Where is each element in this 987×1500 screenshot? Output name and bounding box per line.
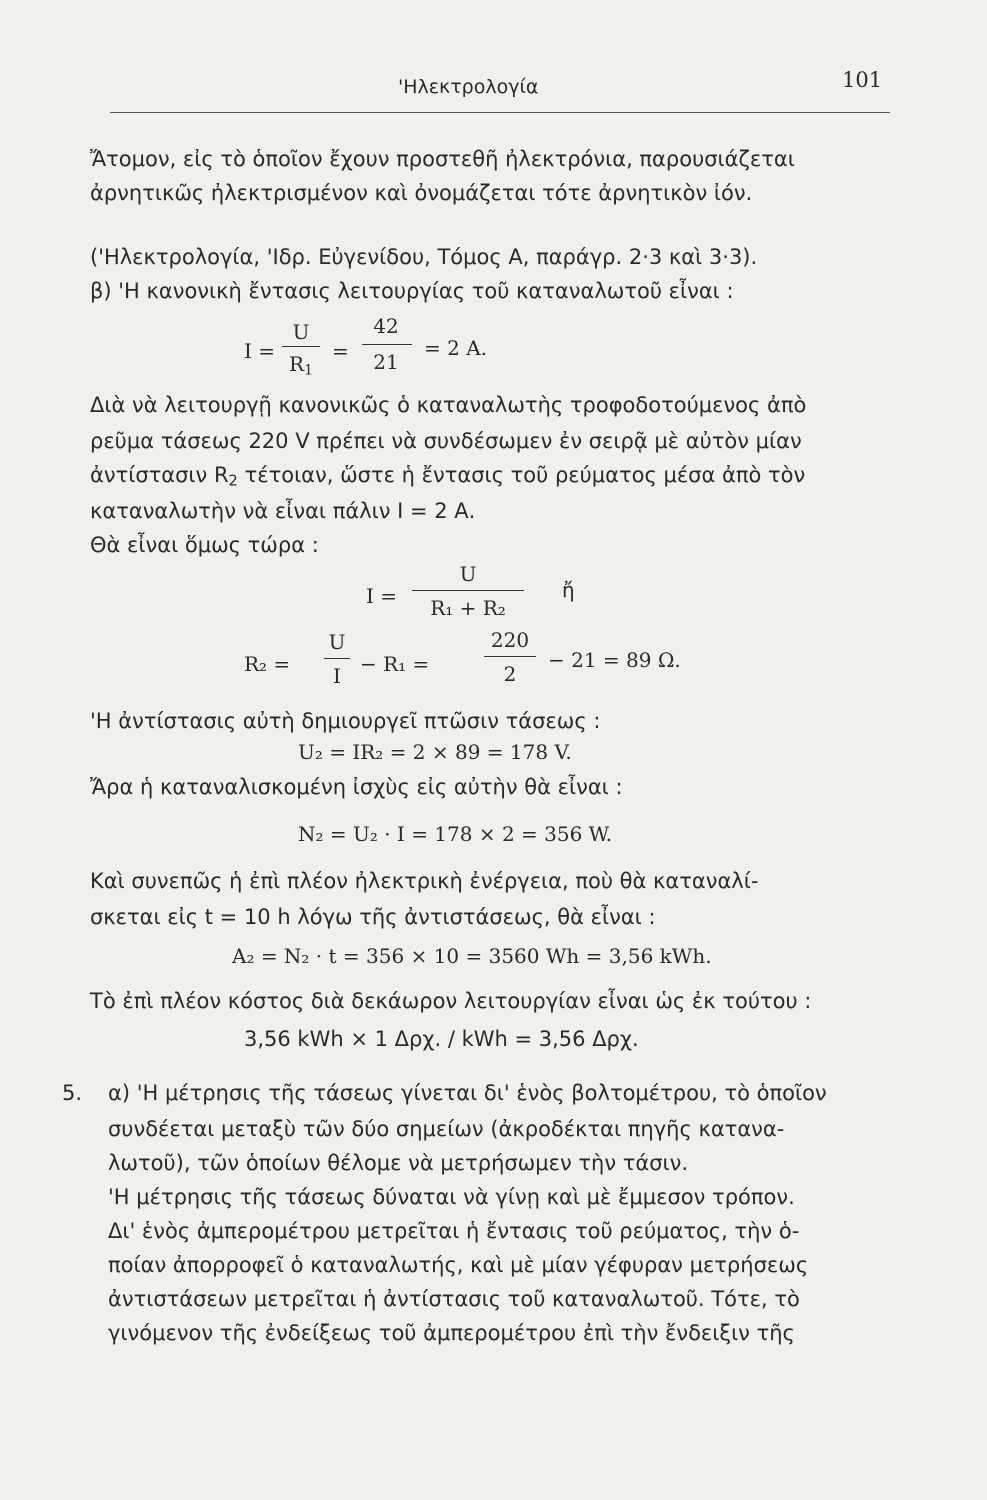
eq1-bar2 xyxy=(362,344,412,345)
eq1-lhs: I = xyxy=(244,339,276,363)
eq2-or: ἤ xyxy=(562,578,575,602)
eq3-num1: U xyxy=(328,630,346,654)
text-line-1: Ἄτομον, εἰς τὸ ὁποῖον ἔχουν προστεθῆ ἠλεκτρόνια, παρουσιάζεται xyxy=(90,147,795,171)
eq1-den1: $R_1$ xyxy=(289,352,313,379)
running-header: 'Ηλεκτρολογία xyxy=(398,76,539,98)
eq3-num2: 220 xyxy=(490,628,530,652)
text-line-13: σκεται εἰς t = 10 h λόγω τῆς ἀντιστάσεως, θὰ εἶναι : xyxy=(90,905,656,929)
page-number: 101 xyxy=(842,68,883,92)
text-line-20: Δι' ἑνὸς ἀμπερομέτρου μετρεῖται ἡ ἔντασις τοῦ ρεύματος, τὴν ὁ- xyxy=(108,1219,800,1243)
eq3-lhs: R₂ = xyxy=(244,652,291,676)
eq1-rhs: = 2 A. xyxy=(424,336,487,360)
item-number-5: 5. xyxy=(62,1081,83,1105)
text-line-18: λωτοῦ), τῶν ὁποίων θέλομε νὰ μετρήσωμεν τὴν τάσιν. xyxy=(108,1151,689,1175)
text-line-6: ρεῦμα τάσεως 220 V πρέπει νὰ συνδέσωμεν ἐν σειρᾷ μὲ αὐτὸν μίαν xyxy=(90,429,802,453)
eq1-eq: = xyxy=(332,339,349,363)
eq3-den1: I xyxy=(333,664,341,688)
text-line-9: Θὰ εἶναι ὅμως τώρα : xyxy=(90,533,319,557)
text-line-10: 'Η ἀντίστασις αὐτὴ δημιουργεῖ πτῶσιν τάσεως : xyxy=(90,709,601,733)
text-line-4: β) 'Η κανονικὴ ἔντασις λειτουργίας τοῦ καταναλωτοῦ εἶναι : xyxy=(90,279,734,303)
eq3-den2: 2 xyxy=(503,662,517,686)
text-line-3: ('Ηλεκτρολογία, 'Ιδρ. Εὐγενίδου, Τόμος Α, παράγρ. 2·3 καὶ 3·3). xyxy=(90,245,758,269)
header-rule xyxy=(110,112,890,113)
eq1-num1: U xyxy=(292,320,310,344)
eq2-num: U xyxy=(459,562,477,586)
eq3-mid: − R₁ = xyxy=(360,652,430,676)
text-line-16: α) 'Η μέτρησις τῆς τάσεως γίνεται δι' ἑνὸς βολτομέτρου, τὸ ὁποῖον xyxy=(108,1081,827,1105)
text-line-21: ποίαν ἀπορροφεῖ ὁ καταναλωτής, καὶ μὲ μίαν γέφυραν μετρήσεως xyxy=(108,1253,809,1277)
text-line-5: Διὰ νὰ λειτουργῇ κανονικῶς ὁ καταναλωτὴς τροφοδοτούμενος ἀπὸ xyxy=(90,393,807,417)
text-line-14: Τὸ ἐπὶ πλέον κόστος διὰ δεκάωρον λειτουργίαν εἶναι ὡς ἐκ τούτου : xyxy=(90,989,812,1013)
text-line-17: συνδέεται μεταξὺ τῶν δύο σημείων (ἀκροδέκται πηγῆς κατανα- xyxy=(108,1117,785,1141)
text-line-8: καταναλωτὴν νὰ εἶναι πάλιν Ι = 2 Α. xyxy=(90,499,476,523)
eq1-den2: 21 xyxy=(373,350,399,374)
eq3-bar2 xyxy=(484,656,536,657)
eq3-bar1 xyxy=(324,658,350,659)
eq2-bar xyxy=(412,590,524,591)
text-line-15: 3,56 kWh × 1 Δρχ. / kWh = 3,56 Δρχ. xyxy=(244,1027,639,1051)
text-line-23: γινόμενον τῆς ἐνδείξεως τοῦ ἀμπερομέτρου ἐπὶ τὴν ἔνδειξιν τῆς xyxy=(108,1321,795,1345)
text-line-19: 'Η μέτρησις τῆς τάσεως δύναται νὰ γίνῃ καὶ μὲ ἔμμεσον τρόπον. xyxy=(108,1185,795,1209)
eq1-bar1 xyxy=(282,346,320,347)
eq6: A₂ = N₂ · t = 356 × 10 = 3560 Wh = 3,56 kWh. xyxy=(232,944,712,968)
eq3-rhs: − 21 = 89 Ω. xyxy=(548,648,681,672)
text-line-12: Καὶ συνεπῶς ἡ ἐπὶ πλέον ἠλεκτρικὴ ἐνέργεια, ποὺ θὰ καταναλί- xyxy=(90,869,759,893)
text-line-11: Ἄρα ἡ καταναλισκομένη ἰσχὺς εἰς αὐτὴν θὰ εἶναι : xyxy=(90,775,623,799)
eq2-lhs: I = xyxy=(366,584,398,608)
eq2-den: R₁ + R₂ xyxy=(430,596,506,620)
eq4: U₂ = IR₂ = 2 × 89 = 178 V. xyxy=(298,740,572,764)
text-line-7: ἀντίστασιν $R_2$ τέτοιαν, ὥστε ἡ ἔντασις τοῦ ρεύματος μέσα ἀπὸ τὸν xyxy=(90,463,806,490)
text-line-22: ἀντιστάσεων μετρεῖται ἡ ἀντίστασις τοῦ καταναλωτοῦ. Τότε, τὸ xyxy=(108,1287,800,1311)
eq5: N₂ = U₂ · I = 178 × 2 = 356 W. xyxy=(298,822,613,846)
eq1-num2: 42 xyxy=(373,314,399,338)
text-line-2: ἀρνητικῶς ἠλεκτρισμένον καὶ ὀνομάζεται τότε ἀρνητικὸν ἰόν. xyxy=(90,181,753,205)
